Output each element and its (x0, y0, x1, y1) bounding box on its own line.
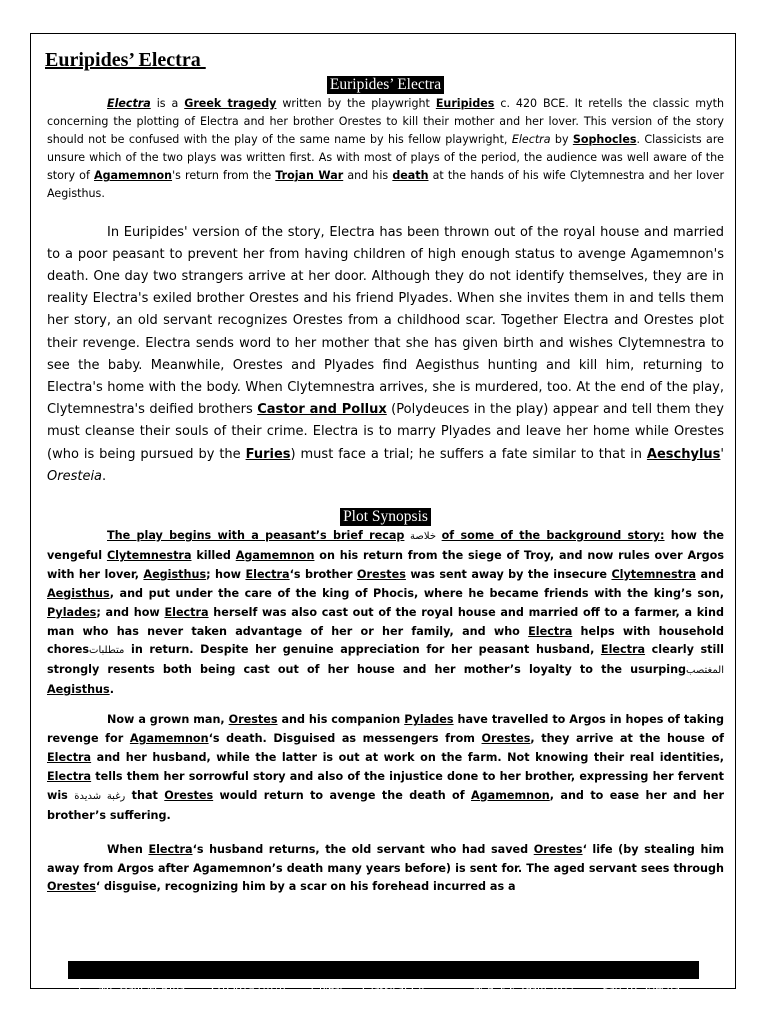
link-aeschylus[interactable]: Aeschylus (646, 446, 721, 462)
text: ‘s brother (289, 567, 358, 581)
text: that (125, 788, 165, 802)
link-orestes[interactable]: Orestes (228, 713, 278, 727)
text: 's return from the (172, 169, 276, 183)
link-orestes[interactable]: Orestes (47, 880, 96, 894)
text: on his return from the siege of Troy, and now rules over Argos with her lover, (47, 548, 724, 581)
synopsis-paragraph-1 (47, 527, 724, 700)
text: ; and how (96, 605, 165, 619)
link-electra[interactable]: Electra (600, 643, 646, 657)
text: killed (191, 548, 236, 562)
story-paragraph (47, 222, 724, 488)
text: ; how (206, 567, 246, 581)
text: ‘s death. Disguised as messengers from (208, 732, 482, 746)
link-clytemnestra[interactable]: Clytemnestra (611, 567, 697, 581)
link-clytemnestra[interactable]: Clytemnestra (106, 548, 192, 562)
footer-page-number: 1 (76, 981, 83, 995)
text: , and put under the care of the king of Phocis, where he became friends with the king’s son, (109, 586, 724, 600)
text: tells them her sorrowful story and also of the injustice done to her brother, expressing her fervent wis (47, 769, 724, 802)
arabic-gloss: خلاصة (404, 531, 442, 542)
text: In Euripides' version of the story, Electra has been thrown out of the royal house and married to a poor peasant to prevent her from having children of high enough status to avenge Agamemnon's death. One day two strangers arrive at her door. Although they do not identify themselves, they are in reality Electra's exiled brother Orestes and his friend Plyades. When she invites them in and tells them her story, an old servant recognizes Orestes from a childhood scar. Together Electra and Orestes plot their revenge. Electra sends word to her mother that she has given birth and wishes Clytemnestra to see the baby. Meanwhile, Orestes and Plyades find Aegisthus hunting and kill him, returning to Electra's home with the body. When Clytemnestra arrives, she is murdered, too. At the end of the play, Clytemnestra's deified brothers (47, 224, 724, 418)
footer-year-word: year (320, 979, 362, 997)
text: how the vengeful (47, 529, 724, 562)
footer-author: Mr. Hani M Attia (98, 981, 186, 995)
text: Now a grown man, (107, 713, 229, 727)
text: would return to avenge the death of (213, 788, 472, 802)
link-sophocles[interactable]: Sophocles (572, 133, 637, 147)
text: have travelled to Argos in hopes of taking revenge for (47, 713, 724, 746)
link-greek-tragedy[interactable]: Greek tragedy (184, 97, 277, 110)
text: ) must face a trial; he suffers a fate similar to that in (290, 446, 647, 462)
text: and his companion (277, 713, 405, 727)
footer-part: Part III: Electra (602, 981, 680, 995)
text: and her husband, while the latter is out at work on the farm. Not knowing their real identities, (91, 750, 724, 764)
italic-oresteia: Oresteia (47, 468, 103, 484)
link-electra[interactable]: Electra (107, 97, 151, 110)
intro-paragraph (47, 95, 724, 204)
synopsis-paragraph-2 (47, 711, 724, 825)
link-death[interactable]: death (392, 169, 429, 183)
footer-year-suffix: rd (313, 979, 321, 988)
underlined-text: of some of the background story: (441, 529, 665, 542)
text: in return. Despite her genuine appreciation for her peasant husband, (124, 643, 601, 657)
footer-team: W.A.V.E Team 2022 (472, 981, 575, 995)
link-castor-pollux[interactable]: Castor and Pollux (257, 402, 387, 418)
page-footer (68, 961, 699, 995)
section-heading-intro: Euripides’ Electra (327, 76, 444, 94)
text: clearly still strongly resents both being cast out of her house and her mother’s loyalty to the usurping (47, 643, 724, 677)
text: (Polydeuces in the play) appear and tell them they must cleanse their souls of their crime. Electra is to marry Plyades and leave her home while Orestes (who is being pursued by the (47, 402, 724, 462)
text: was sent away by the insecure (405, 567, 612, 581)
link-orestes[interactable]: Orestes (164, 788, 214, 802)
text: . (109, 683, 114, 697)
footer-phone: O1O61932878 (211, 981, 286, 995)
link-aegisthus[interactable]: Aegisthus (47, 683, 110, 697)
arabic-gloss: رغبة شديدة (74, 790, 126, 802)
link-euripides[interactable]: Euripides (435, 97, 495, 110)
link-electra[interactable]: Electra (245, 567, 290, 581)
text: written by the playwright (276, 97, 436, 110)
underlined-text: The play begins with a peasant’s brief recap (107, 529, 405, 542)
link-aegisthus[interactable]: Aegisthus (47, 586, 110, 600)
text: ' (720, 446, 724, 462)
text: , and to ease her and her brother’s suffering. (47, 788, 724, 822)
text: herself was also cast out of the royal house and married off to a farmer, a kind man who has never taken advantage of her or her family, and who (47, 605, 724, 638)
link-pylades[interactable]: Pylades (47, 605, 97, 619)
link-agamemnon[interactable]: Agamemnon (235, 548, 315, 562)
link-electra[interactable]: Electra (164, 605, 209, 619)
arabic-gloss: متطلبات (89, 645, 125, 657)
text: at the hands of his wife Clytemnestra and her lover Aegisthus. (47, 169, 725, 201)
text: and (696, 567, 725, 581)
italic-electra: Electra (511, 133, 551, 147)
text: by (550, 133, 573, 147)
document-body (47, 76, 724, 897)
text: ‘ disguise, recognizing him by a scar on his forehead incurred as a (95, 880, 516, 894)
link-agamemnon[interactable]: Agamemnon (129, 732, 209, 746)
link-electra[interactable]: Electra (47, 769, 92, 783)
text: When (107, 842, 149, 856)
text: and his (343, 169, 393, 183)
synopsis-paragraph-3 (47, 841, 724, 898)
section-heading-synopsis: Plot Synopsis (340, 508, 431, 526)
link-furies[interactable]: Furies (245, 446, 291, 462)
link-orestes[interactable]: Orestes (357, 567, 406, 581)
link-electra[interactable]: Electra (528, 624, 573, 638)
link-electra[interactable]: Electra (47, 750, 92, 764)
link-agamemnon[interactable]: Agamemnon (471, 788, 550, 802)
link-aegisthus[interactable]: Aegisthus (143, 567, 207, 581)
link-trojan-war[interactable]: Trojan War (275, 169, 344, 183)
text: ‘ life (by stealing him away from Argos after Agamemnon’s death many years before) is sent for. The aged servant sees through (47, 842, 724, 875)
arabic-gloss: المغتصب (686, 665, 724, 677)
text: . (102, 468, 107, 484)
link-orestes[interactable]: Orestes (481, 732, 531, 746)
link-orestes[interactable]: Orestes (533, 842, 583, 856)
text: helps with household chores (47, 624, 725, 657)
text: ‘s husband returns, the old servant who had saved (192, 842, 534, 856)
text: is a (150, 97, 185, 110)
text: , they arrive at the house of (530, 732, 724, 746)
link-agamemnon[interactable]: Agamemnon (93, 169, 173, 183)
header-title: Euripides’ Electra (45, 49, 206, 71)
text: . Classicists are unsure which of the two plays was written first. As with most of plays of the period, the audience was well aware of the story of (47, 133, 724, 183)
text: c. 420 BCE. It retells the classic myth concerning the plotting of Electra and her brother Orestes to kill their mother and her lover. This version of the story should not be confused with the play of the same name by his fellow playwright, (47, 97, 724, 147)
link-pylades[interactable]: Pylades (404, 713, 454, 727)
link-electra[interactable]: Electra (148, 842, 193, 856)
footer-year-number: 3 (307, 981, 314, 995)
footer-course: Classical Lit (362, 981, 426, 995)
